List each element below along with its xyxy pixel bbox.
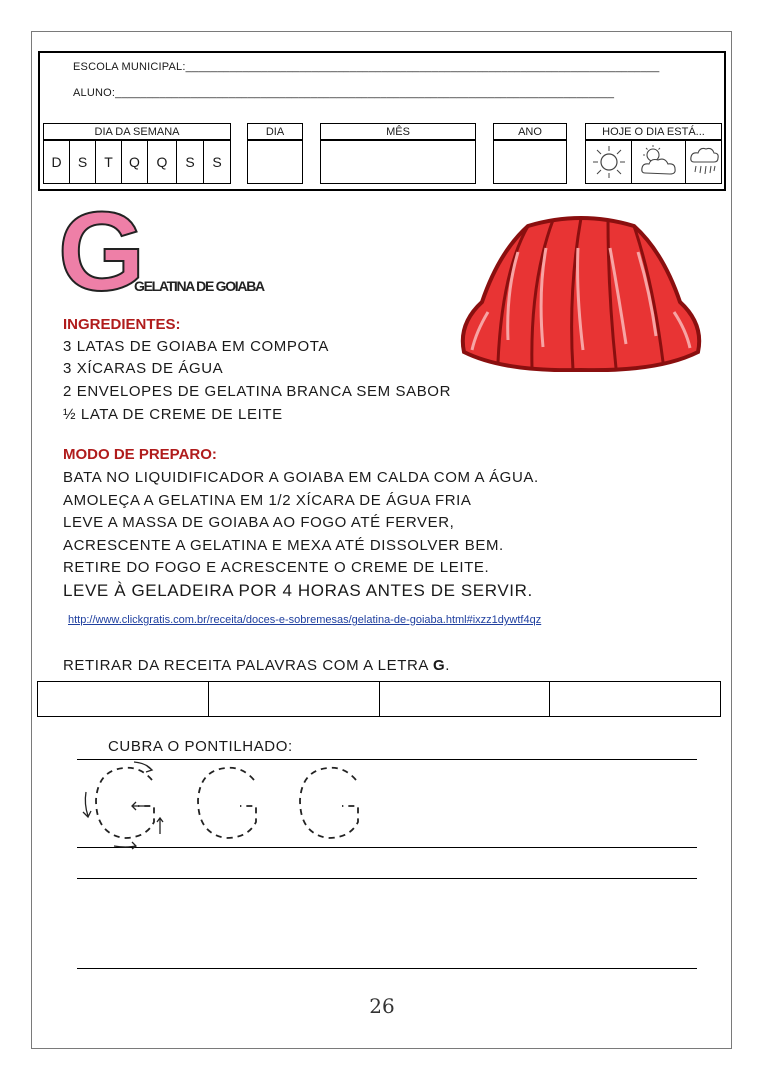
trace-letters[interactable] xyxy=(80,760,380,850)
method-step: BATA NO LIQUIDIFICADOR A GOIABA EM CALDA COM A ÁGUA. xyxy=(63,469,539,486)
weekday-cell[interactable]: S xyxy=(69,140,96,184)
method-step: LEVE À GELADEIRA POR 4 HORAS ANTES DE SERVIR. xyxy=(63,581,533,600)
source-link[interactable]: http://www.clickgratis.com.br/receita/doces-e-sobremesas/gelatina-de-goiaba.html#ixzz1dywtf4qz xyxy=(68,614,542,626)
year-header: ANO xyxy=(493,123,567,140)
page-number: 26 xyxy=(369,994,395,1018)
method-step: LEVE A MASSA DE GOIABA AO FOGO ATÉ FERVER, xyxy=(63,514,455,531)
day-header: DIA xyxy=(247,123,303,140)
weekday-cell[interactable]: S xyxy=(176,140,204,184)
partly-cloudy-icon xyxy=(635,143,683,181)
month-input-cell[interactable] xyxy=(320,140,476,184)
word-answer-cell[interactable] xyxy=(550,682,720,716)
ingredient-line: 2 ENVELOPES DE GELATINA BRANCA SEM SABOR xyxy=(63,383,452,400)
weekday-cell[interactable]: S xyxy=(203,140,231,184)
weather-cloudy-cell[interactable] xyxy=(631,140,686,184)
rain-icon xyxy=(687,143,721,181)
ingredient-line: 3 XÍCARAS DE ÁGUA xyxy=(63,360,224,377)
word-answer-cell[interactable] xyxy=(38,682,209,716)
words-table xyxy=(37,681,721,717)
ingredients-heading: INGREDIENTES: xyxy=(63,316,181,333)
weekday-cell[interactable]: Q xyxy=(147,140,177,184)
year-input-cell[interactable] xyxy=(493,140,567,184)
weather-header: HOJE O DIA ESTÁ... xyxy=(585,123,722,140)
words-letter: G xyxy=(432,657,446,674)
method-step: AMOLEÇA A GELATINA EM 1/2 XÍCARA DE ÁGUA FRIA xyxy=(63,492,472,509)
stroke-direction-arrows xyxy=(83,762,163,849)
trace-instruction: CUBRA O PONTILHADO: xyxy=(108,738,293,755)
big-letter-g: G xyxy=(58,189,146,314)
method-step: RETIRE DO FOGO E ACRESCENTE O CREME DE LEITE. xyxy=(63,559,490,576)
weekday-cell[interactable]: D xyxy=(43,140,70,184)
day-input-cell[interactable] xyxy=(247,140,303,184)
ingredient-line: 3 LATAS DE GOIABA EM COMPOTA xyxy=(63,338,330,355)
method-heading: MODO DE PREPARO: xyxy=(63,446,217,463)
weekday-cell[interactable]: T xyxy=(95,140,122,184)
student-field[interactable]: ALUNO:_______________________________________________________________________________ xyxy=(73,87,615,99)
method-step: ACRESCENTE A GELATINA E MEXA ATÉ DISSOLVER BEM. xyxy=(63,537,504,554)
gelatin-illustration xyxy=(458,212,704,372)
writing-line xyxy=(77,878,697,879)
writing-line xyxy=(77,968,697,969)
word-answer-cell[interactable] xyxy=(380,682,551,716)
recipe-title: GELATINA DE GOIABA xyxy=(134,278,264,294)
weather-sunny-cell[interactable] xyxy=(585,140,632,184)
weather-rain-cell[interactable] xyxy=(685,140,722,184)
school-field[interactable]: ESCOLA MUNICIPAL:___________________________________________________________________________ xyxy=(73,61,660,73)
ingredient-line: ½ LATA DE CREME DE LEITE xyxy=(63,406,283,423)
words-instruction: RETIRAR DA RECEITA PALAVRAS COM A LETRA G. xyxy=(63,657,450,674)
weekday-cell[interactable]: Q xyxy=(121,140,148,184)
weekday-header: DIA DA SEMANA xyxy=(43,123,231,140)
sun-icon xyxy=(589,144,629,180)
month-header: MÊS xyxy=(320,123,476,140)
word-answer-cell[interactable] xyxy=(209,682,380,716)
